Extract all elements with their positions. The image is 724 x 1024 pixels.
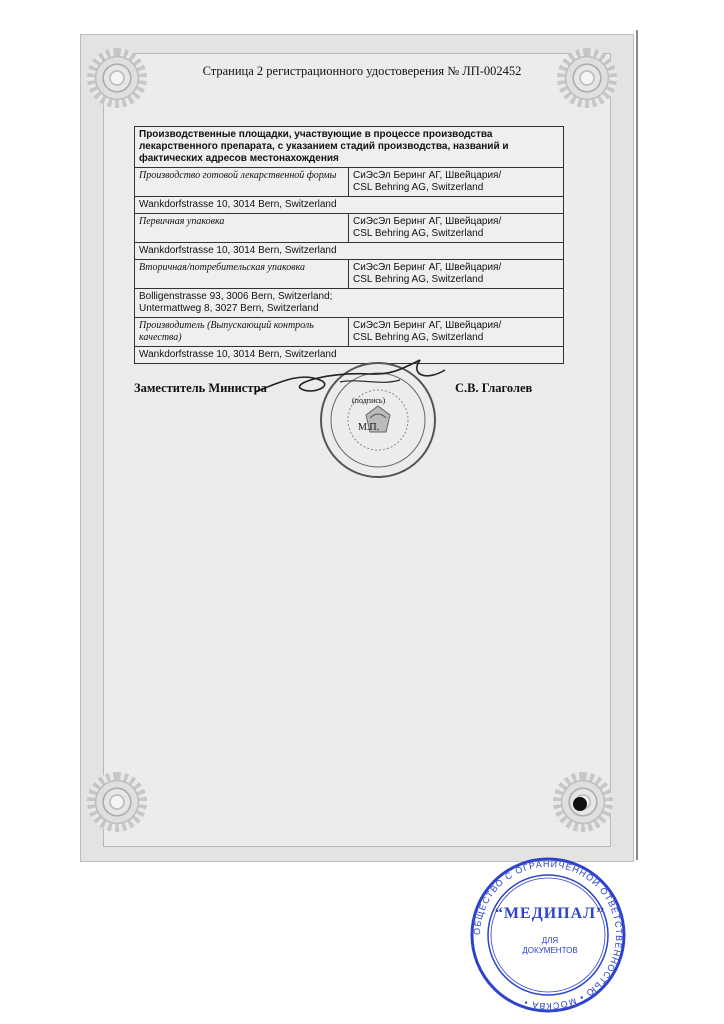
production-sites-table <box>134 126 564 364</box>
stamp-mp: М.П. <box>358 422 380 433</box>
manufacturer-en: CSL Behring AG, Switzerland <box>353 228 484 239</box>
stage-cell: Производство готовой лекарственной формы <box>135 168 349 197</box>
corner-rosette-bottom-left <box>87 772 147 832</box>
manufacturer-ru: СиЭсЭл Беринг АГ, Швейцария/ <box>353 320 502 331</box>
manufacturer-ru: СиЭсЭл Беринг АГ, Швейцария/ <box>353 216 502 227</box>
medipal-stamp-sub1: ДЛЯ <box>541 936 559 945</box>
table-row <box>135 260 564 289</box>
stage-cell: Первичная упаковка <box>135 214 349 243</box>
manufacturer-ru: СиЭсЭл Беринг АГ, Швейцария/ <box>353 170 502 181</box>
table-row <box>135 318 564 347</box>
signatory-name: С.В. Глаголев <box>455 381 533 395</box>
manufacturer-cell <box>349 318 564 347</box>
address-cell <box>135 289 564 318</box>
address-line-2: Untermattweg 8, 3027 Bern, Switzerland <box>139 303 319 314</box>
table-row <box>135 168 564 197</box>
medipal-stamp <box>468 855 628 1015</box>
medipal-ring-text: ОБЩЕСТВО С ОГРАНИЧЕННОЙ ОТВЕТСТВЕННОСТЬЮ • МОСКВА • <box>471 858 625 1012</box>
medipal-stamp-title: “МЕДИПАЛ” <box>494 905 606 922</box>
table-row <box>135 197 564 214</box>
punch-hole <box>573 797 587 811</box>
sheet-edge <box>636 30 638 860</box>
medipal-stamp-sub2: ДОКУМЕНТОВ <box>522 946 578 955</box>
stamp-signature-caption: (подпись) <box>352 396 386 405</box>
page-title: Страница 2 регистрационного удостоверения № ЛП-002452 <box>202 64 522 78</box>
manufacturer-en: CSL Behring AG, Switzerland <box>353 182 484 193</box>
address-cell: Wankdorfstrasse 10, 3014 Bern, Switzerland <box>135 347 564 364</box>
stage-cell: Производитель (Выпускающий контроль качества) <box>135 318 349 347</box>
manufacturer-en: CSL Behring AG, Switzerland <box>353 332 484 343</box>
signatory-role: Заместитель Министра <box>134 381 267 395</box>
table-header-row <box>135 127 564 168</box>
address-cell: Wankdorfstrasse 10, 3014 Bern, Switzerland <box>135 197 564 214</box>
address-cell: Wankdorfstrasse 10, 3014 Bern, Switzerland <box>135 243 564 260</box>
handwritten-signature <box>250 352 450 402</box>
manufacturer-en: CSL Behring AG, Switzerland <box>353 274 484 285</box>
address-line-1: Bolligenstrasse 93, 3006 Bern, Switzerland; <box>139 291 333 302</box>
stage-cell: Вторичная/потребительская упаковка <box>135 260 349 289</box>
table-row <box>135 214 564 243</box>
manufacturer-cell <box>349 214 564 243</box>
table-row <box>135 243 564 260</box>
table-row <box>135 289 564 318</box>
manufacturer-cell <box>349 168 564 197</box>
manufacturer-cell <box>349 260 564 289</box>
manufacturer-ru: СиЭсЭл Беринг АГ, Швейцария/ <box>353 262 502 273</box>
table-title: Производственные площадки, участвующие в процессе производства лекарственного препарата, с указанием стадий производства, названий и фактических адресов местонахождения <box>135 127 564 168</box>
